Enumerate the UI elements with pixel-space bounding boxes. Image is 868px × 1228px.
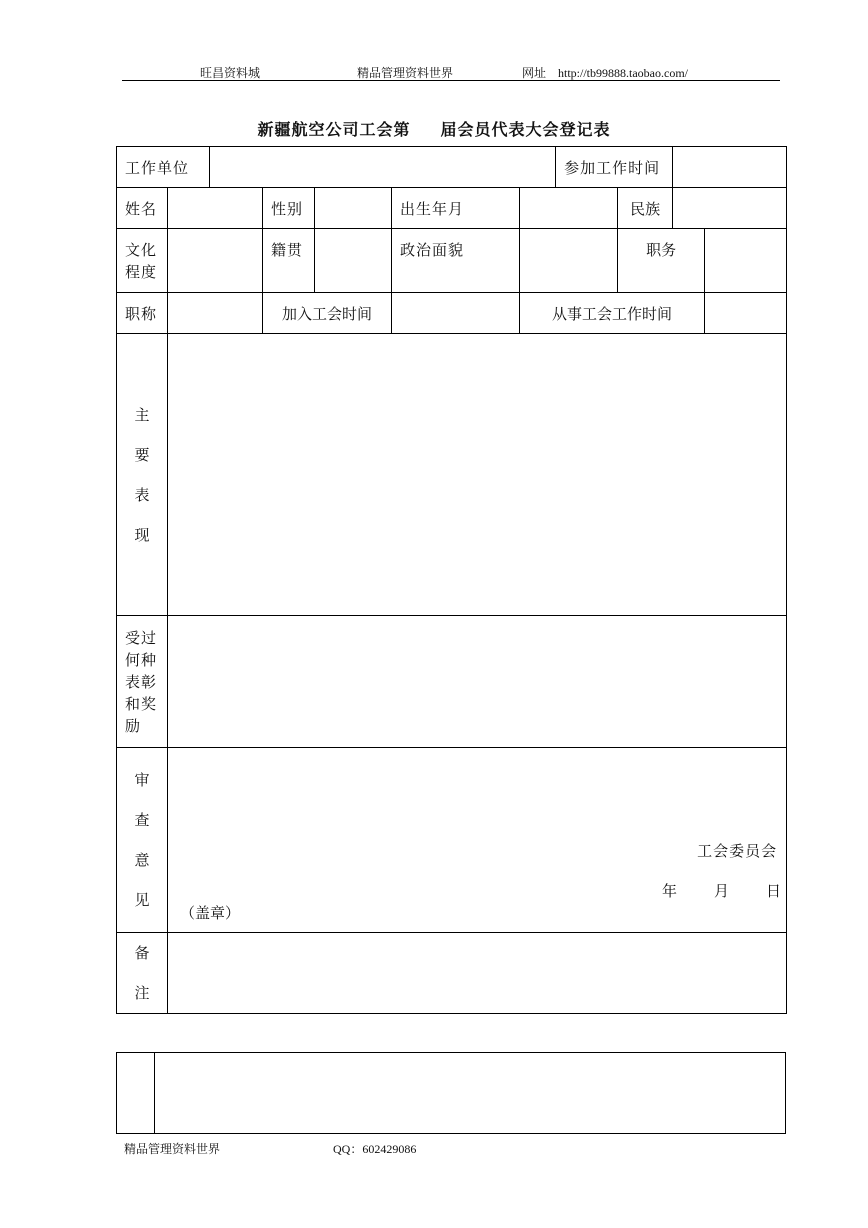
- title-part-1: 新疆航空公司工会第: [257, 120, 411, 139]
- position-label: 职务: [618, 229, 705, 293]
- seal-text: （盖章）: [180, 904, 241, 922]
- birth-field[interactable]: [520, 188, 618, 229]
- registration-form: [116, 146, 787, 1014]
- political-field[interactable]: [520, 229, 618, 293]
- main-performance-label: [117, 334, 168, 616]
- review-char: 意: [134, 851, 150, 869]
- join-union-time-label: 加入工会时间: [263, 293, 392, 334]
- remarks-char: 备: [134, 944, 150, 962]
- education-label-line2: 程度: [125, 262, 158, 281]
- join-union-time-field[interactable]: [392, 293, 520, 334]
- union-work-time-label: 从事工会工作时间: [520, 293, 705, 334]
- awards-label-line: 受过: [125, 628, 158, 647]
- review-char: 查: [134, 811, 150, 829]
- title-label: 职称: [117, 293, 168, 334]
- awards-label-line: 和奖: [125, 694, 158, 713]
- header-left: 旺昌资料城: [200, 66, 261, 80]
- bottom-box-label-cell: [117, 1053, 155, 1134]
- main-performance-char: 要: [134, 445, 150, 464]
- awards-label-line: 何种: [125, 650, 158, 669]
- political-label: 政治面貌: [392, 229, 520, 293]
- education-label-line1: 文化: [125, 240, 158, 259]
- bottom-box: [116, 1052, 786, 1134]
- date-month: 月: [714, 882, 730, 900]
- title-field[interactable]: [168, 293, 263, 334]
- main-performance-field[interactable]: [168, 334, 787, 616]
- join-work-time-field[interactable]: [673, 147, 787, 188]
- committee-text: 工会委员会: [697, 842, 778, 860]
- name-label: 姓名: [117, 188, 168, 229]
- review-label: [117, 748, 168, 933]
- union-work-time-field[interactable]: [705, 293, 787, 334]
- date-day: 日: [766, 882, 782, 900]
- gender-field[interactable]: [315, 188, 392, 229]
- footer-left: 精品管理资料世界: [124, 1142, 221, 1156]
- awards-field[interactable]: [168, 616, 787, 748]
- awards-label-line: 励: [125, 716, 142, 735]
- date-year: 年: [662, 882, 678, 900]
- main-performance-char: 现: [134, 525, 150, 544]
- birth-label: 出生年月: [392, 188, 520, 229]
- review-field[interactable]: [168, 748, 787, 933]
- remarks-field[interactable]: [168, 933, 787, 1014]
- footer-qq: QQ：602429086: [333, 1142, 417, 1156]
- header-right: 网址 http://tb99888.taobao.com/: [522, 66, 688, 80]
- work-unit-label: 工作单位: [117, 147, 210, 188]
- review-char: 审: [134, 771, 150, 789]
- remarks-label: [117, 933, 168, 1014]
- join-work-time-label: 参加工作时间: [556, 147, 673, 188]
- position-field[interactable]: [705, 229, 787, 293]
- education-field[interactable]: [168, 229, 263, 293]
- ethnicity-field[interactable]: [673, 188, 787, 229]
- remarks-char: 注: [134, 984, 150, 1002]
- gender-label: 性别: [263, 188, 315, 229]
- work-unit-field[interactable]: [210, 147, 556, 188]
- page-title: [0, 117, 868, 140]
- title-part-2: 届会员代表大会登记表: [440, 120, 611, 139]
- awards-label: [117, 616, 168, 748]
- header-middle: 精品管理资料世界: [357, 66, 454, 80]
- main-performance-char: 主: [134, 405, 150, 424]
- native-place-field[interactable]: [315, 229, 392, 293]
- bottom-box-field[interactable]: [155, 1053, 786, 1134]
- header-divider: [122, 80, 780, 81]
- native-place-label: 籍贯: [263, 229, 315, 293]
- review-char: 见: [134, 891, 150, 909]
- education-label: [117, 229, 168, 293]
- ethnicity-label: 民族: [618, 188, 673, 229]
- awards-label-line: 表彰: [125, 672, 158, 691]
- name-field[interactable]: [168, 188, 263, 229]
- main-performance-char: 表: [134, 485, 150, 504]
